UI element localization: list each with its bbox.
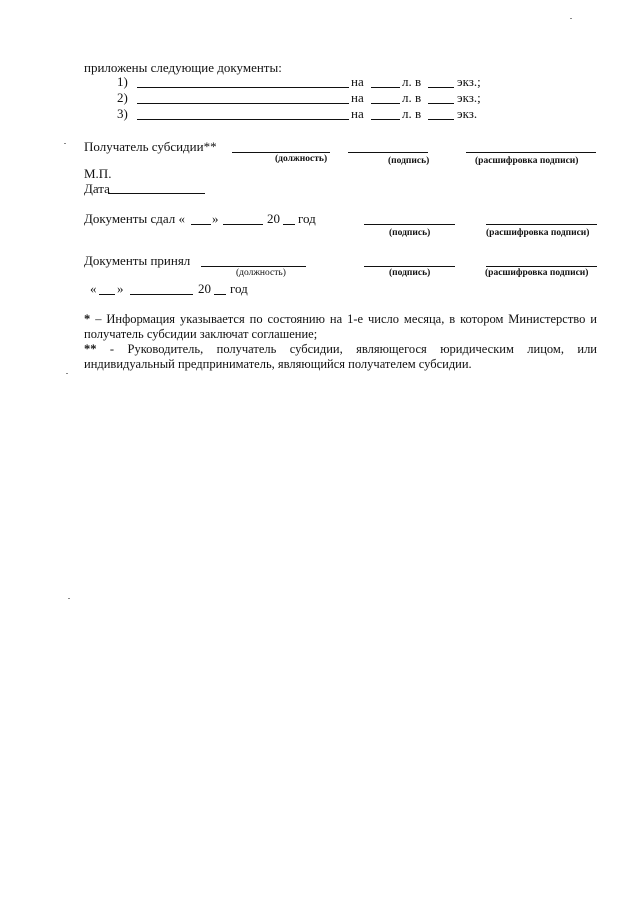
sheets-label: л. в bbox=[402, 90, 422, 105]
handed-close-quote: » bbox=[212, 211, 219, 226]
na-label: на bbox=[351, 106, 364, 121]
copies-line bbox=[428, 87, 454, 88]
na-label: на bbox=[351, 90, 364, 105]
sheets-line bbox=[371, 103, 400, 104]
received-close-quote: » bbox=[117, 281, 124, 296]
stamp-label: М.П. bbox=[84, 166, 112, 181]
handed-day-line bbox=[191, 224, 211, 225]
copies-line bbox=[428, 119, 454, 120]
received-year-line bbox=[214, 294, 226, 295]
received-signature-line bbox=[364, 266, 455, 267]
footnote-1 bbox=[84, 312, 597, 342]
recipient-label: Получатель субсидии** bbox=[84, 139, 217, 154]
intro-text: приложены следующие документы: bbox=[84, 60, 282, 75]
footnote-marker: ** bbox=[84, 342, 97, 356]
position-caption: (должность) bbox=[236, 268, 286, 278]
footnote-text: – Информация указывается по состоянию на 1-е число месяца, в котором Министерство и получатель субсидии заключат соглашение; bbox=[84, 312, 597, 341]
received-day-line bbox=[99, 294, 115, 295]
document-name-line bbox=[137, 87, 349, 88]
signature-caption: (подпись) bbox=[389, 268, 431, 278]
document-name-line bbox=[137, 103, 349, 104]
handed-year-line bbox=[283, 224, 295, 225]
document-number: 2) bbox=[117, 90, 128, 105]
date-label: Дата bbox=[84, 181, 110, 196]
footnote-2 bbox=[84, 342, 597, 372]
recipient-transcript-line bbox=[466, 152, 596, 153]
scan-speck bbox=[64, 143, 66, 144]
footnote-text: - Руководитель, получатель субсидии, являющегося юридическим лицом, или индивидуальный предприниматель, являющийся получателем субсидии. bbox=[84, 342, 597, 371]
received-year-word: год bbox=[230, 281, 248, 296]
footnote-marker: * bbox=[84, 312, 91, 326]
signature-caption: (подпись) bbox=[389, 228, 431, 238]
transcript-caption: (расшифровка подписи) bbox=[485, 268, 589, 278]
transcript-caption: (расшифровка подписи) bbox=[475, 156, 579, 166]
signature-caption: (подпись) bbox=[388, 156, 430, 166]
sheets-line bbox=[371, 87, 400, 88]
copies-label: экз. bbox=[457, 106, 478, 121]
sheets-line bbox=[371, 119, 400, 120]
scan-speck bbox=[68, 598, 70, 599]
received-position-line bbox=[201, 266, 306, 267]
handed-year-prefix: 20 bbox=[267, 211, 280, 226]
transcript-caption: (расшифровка подписи) bbox=[486, 228, 590, 238]
na-label: на bbox=[351, 74, 364, 89]
handed-year-word: год bbox=[298, 211, 316, 226]
received-month-line bbox=[130, 294, 193, 295]
handed-month-line bbox=[223, 224, 263, 225]
copies-label: экз.; bbox=[457, 74, 481, 89]
received-year-prefix: 20 bbox=[198, 281, 211, 296]
document-number: 1) bbox=[117, 74, 128, 89]
recipient-position-line bbox=[232, 152, 330, 153]
date-line bbox=[108, 193, 205, 194]
received-open-quote: « bbox=[90, 281, 97, 296]
recipient-signature-line bbox=[348, 152, 428, 153]
copies-label: экз.; bbox=[457, 90, 481, 105]
scan-speck bbox=[570, 18, 572, 19]
document-number: 3) bbox=[117, 106, 128, 121]
received-label: Документы принял bbox=[84, 253, 191, 268]
handed-signature-line bbox=[364, 224, 455, 225]
handed-transcript-line bbox=[486, 224, 597, 225]
document-name-line bbox=[137, 119, 349, 120]
handed-label: Документы сдал « bbox=[84, 211, 185, 226]
sheets-label: л. в bbox=[402, 74, 422, 89]
sheets-label: л. в bbox=[402, 106, 422, 121]
received-transcript-line bbox=[486, 266, 597, 267]
copies-line bbox=[428, 103, 454, 104]
position-caption: (должность) bbox=[275, 154, 328, 164]
scan-speck bbox=[66, 373, 68, 374]
